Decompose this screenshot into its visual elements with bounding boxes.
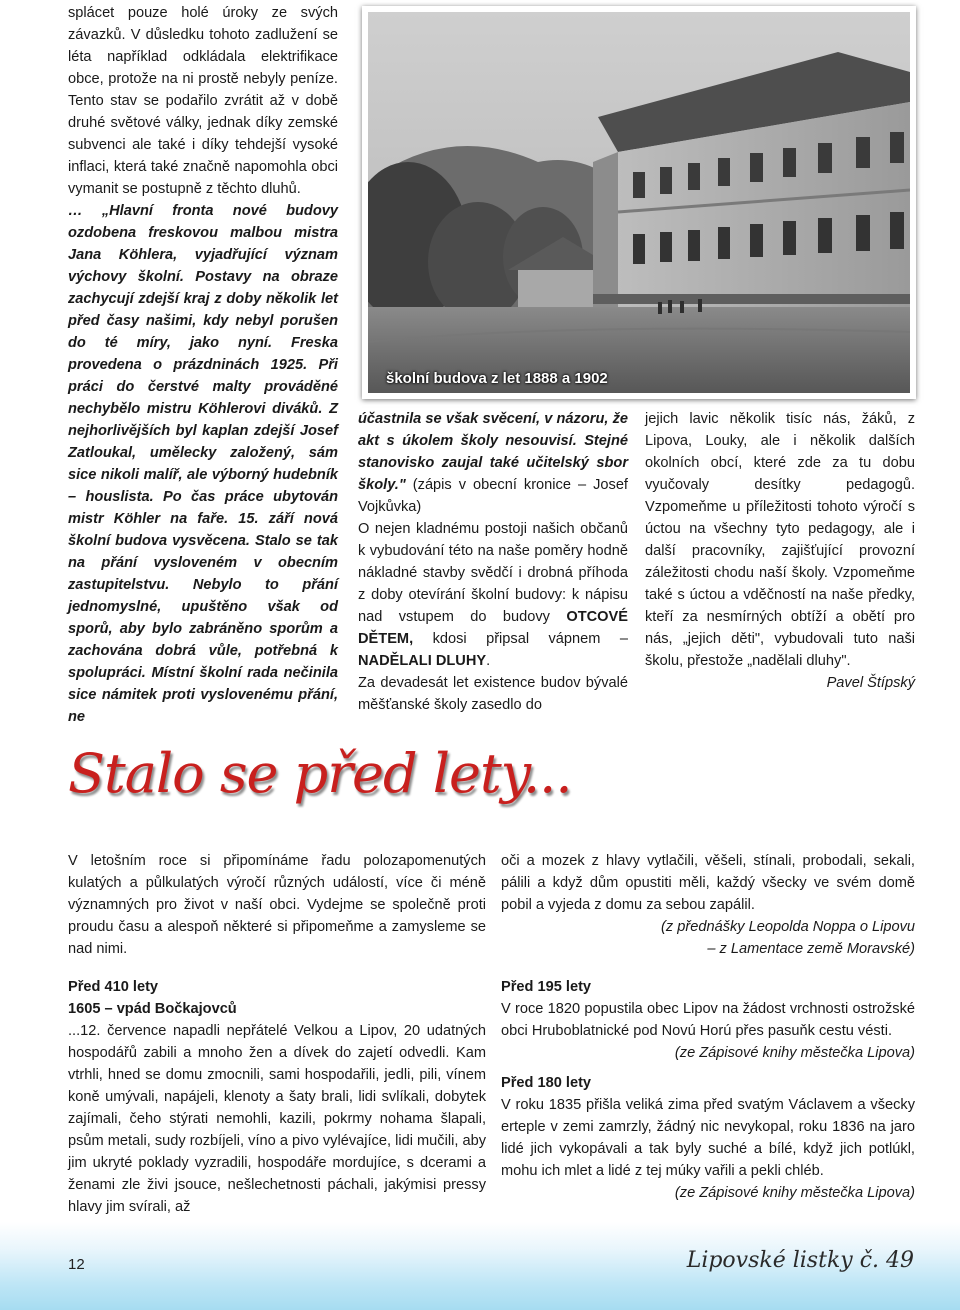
quoted-chronicle-text: účastnila se však svěcení, v názoru, že akt s úkolem školy nesouvisí. Stejné stanovisko zaujal také učitelský sbor školy.": [358, 411, 628, 493]
event-text: V roku 1835 přišla veliká zima před svatým Václavem a všecky erteple v zemi zamrzly, žádný nic nevykopal, roku 1836 na jaro lidé jich vykopávali a tak byly suché a bílé, když jich potlúkl, mohu ich mlet a lidé z tej múky vařili a pekli chléb.: [501, 1097, 915, 1179]
section-right-intro: [501, 850, 915, 960]
event-heading: Před 195 lety: [501, 979, 592, 995]
author-signature: Pavel Štípský: [826, 675, 915, 691]
paragraph: [358, 408, 628, 518]
event-text: ...12. července napadli nepřátelé Velkou a Lipov, 20 udatných hospodářů zabili a mnoho žen a dívek do zajetí odvedli. Kam vtrhli, hned se domu zmocnili, sami hospodařili, jedli, pili, vínem koně umývali, napájeli, klenoty a šaty brali, lidi svlíkali, dobytek zajímali, čeho stýrati nemohli, kazili, pokrmy nohama šlapali, psům metali, sudy rozbíjeli, víno a pivo vylévajíce, lidi mučili, aby jim ukryté poklady vyzradili, hospodáře mordujíce, s dcerami a ženami zle živi jsouce, nešlechetnosti páchali, jakýmisi pressy hlavy jim svírali, až: [68, 1023, 486, 1215]
column-left: [68, 2, 338, 728]
photo-caption: školní budova z let 1888 a 1902: [386, 370, 608, 387]
paragraph: jejich lavic několik tisíc nás, žáků, z Lipova, Louky, ale i několik dalších okolních obcí, které zde za tu dobu vyučovaly desítky pedagogů. Vzpomeňme u příležitosti tohoto výročí s úctou na všechny tyto pedagogy, ale i další pracovníky, zajišťující provozní záležitosti chodu naší školy. Vzpomeňme také s úctou a vděčností na naše předky, kteří za nesmírných obtíží a obětí pro nás, „jejich děti", vybudovali tuto naši školu, přestože „nadělali dluhy".: [645, 411, 915, 669]
event-subheading: 1605 – vpád Bočkajovců: [68, 1001, 237, 1017]
source-citation: (z přednášky Leopolda Noppa o Lipovu: [661, 919, 915, 935]
text-run: .: [486, 653, 491, 669]
section-title: Stalo se před lety...: [68, 742, 572, 805]
quoted-chronicle-text: … „Hlavní fronta nové budovy ozdobena freskovou malbou mistra Jana Köhlera, vyjadřující význam výchovy školní. Postavy na obraze zachycují zdejší kraj z doby několik let před časy našimi, kdy nebyl porušen do té míry, jako nyní. Freska provedena o prázdninách 1925. Při práci do čerstvé malty prováděné nechybělo mistru Köhlerovi diváků. Z nejhorlivějších byl kaplan zdejší Josef Zatloukal, umělecky založený, sám sice nikoli malíř, ale výborný hudebník – houslista. Po čas práce ubytován mistr Köhler na faře. 15. září nová školní budova vysvěcena. Stalo se tak na přání vysloveném v obecním zastupitelstvu. Nebylo to přání jednomyslné, upuštěno však od sporů, aby bylo zabráněno sporům a zachována dobrá vůle, potřebná k spolupráci. Místní školní rada nečinila sice námitek proti vyslovenému přání, ne: [68, 203, 338, 725]
paragraph: [358, 518, 628, 672]
school-building-photo: [368, 12, 910, 393]
event-text: V roce 1820 popustila obec Lipov na žádost vrchnosti ostrožské obci Hruboblatnické pod Novú Horú přes pasuňk cestu vésti.: [501, 1001, 915, 1039]
text-run: kdosi připsal vápnem –: [413, 631, 628, 647]
paragraph: V letošním roce si připomínáme řadu polozapomenutých kulatých a půlkulatých výročí různých událostí, více či méně významných pro život v naší obci. Vydejme se společně proti proudu času a alespoň některé si připomeňme a zamysleme se nad nimi.: [68, 853, 486, 957]
paragraph: splácet pouze holé úroky ze svých závazků. V důsledku tohoto zadlužení se léta například odkládala elektrifikace obce, protože na ni prostě nebyly peníze. Tento stav se podařilo zvrátit až v době druhé světové války, jednak díky zemské subvenci ale také i díky tehdejší vysoké inflaci, která také značně napomohla obci vymanit se postupně z těchto dluhů.: [68, 5, 338, 197]
source-citation: (ze Zápisové knihy městečka Lipova): [674, 1045, 915, 1061]
source-citation: (ze Zápisové knihy městečka Lipova): [674, 1185, 915, 1201]
text-run: O nejen kladnému postoji našich občanů k vybudování této na naše poměry hodně nákladné stavby svědčí i drobná příhoda z doby otevírání školní budovy: k nápisu nad vstupem do budovy: [358, 521, 628, 625]
source-citation: – z Lamentace země Moravské): [707, 941, 915, 957]
paragraph: Za devadesát let existence budov bývalé měšťanské školy zasedlo do: [358, 675, 628, 713]
chronicle-source: (zápis v obecní kronice – Josef Vojkůvka): [358, 477, 628, 515]
paragraph: oči a mozek z hlavy vytlačili, věšeli, stínali, probodali, sekali, pálili a když dům opustiti měli, každý všecky ve svém domě pobil a vyjeda z domu za sebou zapálil.: [501, 853, 915, 913]
page-footer: [0, 1222, 960, 1310]
inscription-text: OTCOVÉ DĚTEM,: [358, 609, 628, 647]
school-photo-frame: [362, 6, 916, 399]
section-intro: [68, 850, 486, 960]
page-number: 12: [68, 1256, 85, 1273]
event-heading: Před 410 lety: [68, 979, 159, 995]
events-right: [501, 976, 915, 1204]
column-right: [645, 408, 915, 694]
event-410-years: [68, 976, 486, 1218]
column-middle: [358, 408, 628, 716]
magazine-title: Lipovské listky č. 49: [686, 1248, 914, 1273]
event-heading: Před 180 lety: [501, 1075, 592, 1091]
inscription-addition: NADĚLALI DLUHY: [358, 653, 487, 669]
